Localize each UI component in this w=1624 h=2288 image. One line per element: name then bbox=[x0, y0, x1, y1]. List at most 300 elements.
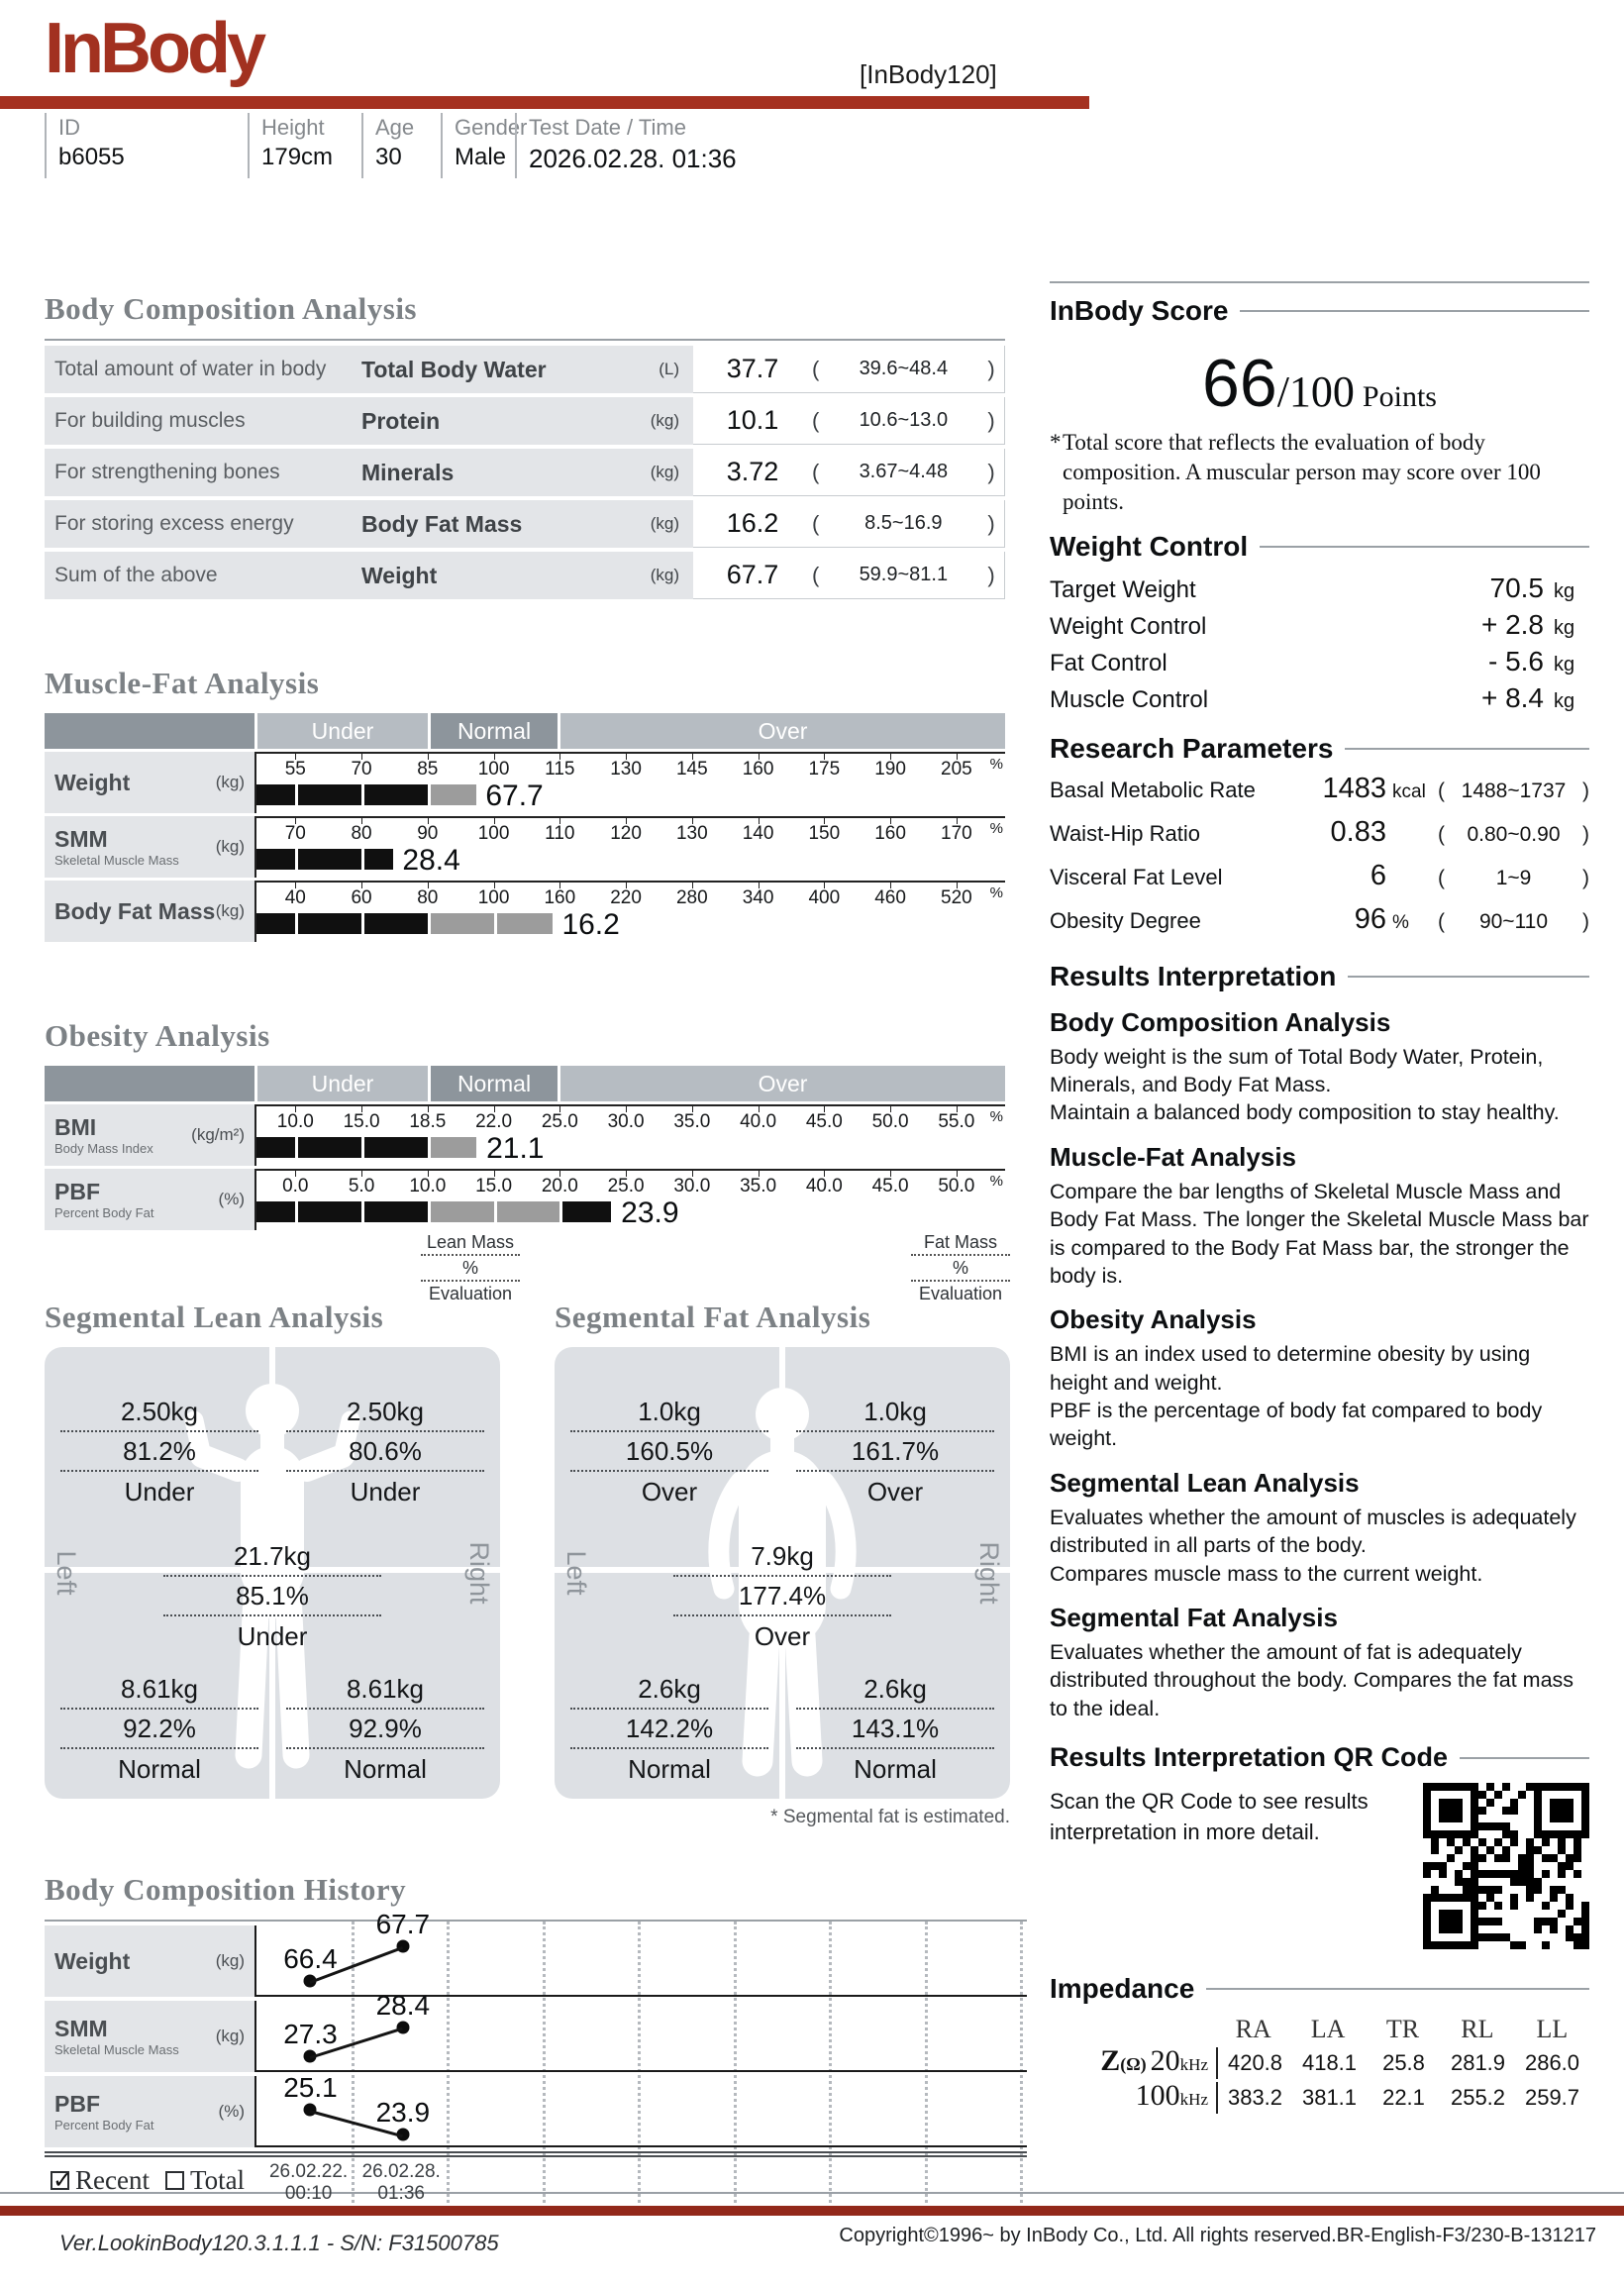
inbody-logo: InBody bbox=[45, 9, 262, 88]
bar-unit: (kg) bbox=[215, 837, 245, 856]
tick-label: 45.0 bbox=[805, 1111, 843, 1132]
tick-label: 60 bbox=[351, 887, 372, 908]
impedance-value: 381.1 bbox=[1301, 2085, 1358, 2111]
bar-value: 23.9 bbox=[621, 1196, 679, 1229]
history-legend bbox=[45, 2157, 254, 2203]
info-field-age bbox=[361, 113, 441, 178]
impedance-column-header: RL bbox=[1461, 2015, 1494, 2044]
device-model-label: [InBody120] bbox=[860, 59, 997, 89]
tick-label: 400 bbox=[808, 887, 841, 908]
segment-mass: 2.6kg bbox=[570, 1674, 768, 1710]
impedance-value: 255.2 bbox=[1450, 2085, 1506, 2111]
impedance-row: 100kHz 383.2 381.1 22.1 255.2 259.7 bbox=[1050, 2079, 1589, 2114]
tick-label: 18.5 bbox=[409, 1111, 447, 1132]
segment-left-arm bbox=[570, 1397, 768, 1508]
bar-label: Weight bbox=[54, 769, 131, 795]
heading-inbody-score: InBody Score bbox=[1050, 295, 1589, 327]
info-field-id bbox=[45, 113, 248, 178]
segment-mass: 2.50kg bbox=[286, 1397, 484, 1432]
heading-qr-code: Results Interpretation QR Code bbox=[1050, 1742, 1589, 1773]
bar-segment bbox=[256, 1137, 295, 1158]
obesity-zone-header bbox=[45, 1066, 1005, 1101]
segment-mass: 2.6kg bbox=[796, 1674, 994, 1710]
bar-segment bbox=[256, 1201, 295, 1222]
segment-right-leg bbox=[286, 1674, 484, 1785]
section-title-segmental-lean: Segmental Lean Analysis bbox=[45, 1300, 384, 1334]
bar-segment bbox=[298, 784, 361, 805]
tick-label: 40.0 bbox=[740, 1111, 777, 1132]
bar-row bbox=[45, 752, 1005, 813]
info-field-test-date-time bbox=[515, 113, 1035, 178]
segment-percent: 92.9% bbox=[286, 1714, 484, 1749]
bar-label: BMI bbox=[54, 1114, 97, 1140]
segmental-fat-note: * Segmental fat is estimated. bbox=[770, 1807, 1010, 1827]
footer-version: Ver.LookinBody120.3.1.1.1 - S/N: F31500785 bbox=[59, 2231, 499, 2255]
impedance-value: 259.7 bbox=[1524, 2085, 1580, 2111]
bar-row bbox=[45, 1169, 1005, 1230]
segment-evaluation: Normal bbox=[344, 1754, 427, 1784]
section-title-obesity: Obesity Analysis bbox=[45, 1018, 270, 1053]
impedance-column-header: LA bbox=[1310, 2015, 1346, 2044]
interpretation-heading: Obesity Analysis bbox=[1050, 1304, 1257, 1335]
tick-label: 20.0 bbox=[541, 1176, 578, 1196]
row-normal-range: 10.6~13.0 bbox=[859, 409, 949, 431]
segment-mass: 7.9kg bbox=[673, 1541, 891, 1577]
segment-left-arm bbox=[60, 1397, 258, 1508]
tick-label: 50.0 bbox=[871, 1111, 909, 1132]
segment-evaluation: Under bbox=[237, 1621, 308, 1651]
qr-section bbox=[1050, 1783, 1589, 1949]
percent-sign: % bbox=[989, 820, 1003, 837]
interpretation-heading: Segmental Lean Analysis bbox=[1050, 1467, 1360, 1498]
row-normal-range: 8.5~16.9 bbox=[864, 512, 943, 534]
history-row-unit: (%) bbox=[218, 2102, 245, 2121]
row-unit: (kg) bbox=[650, 463, 679, 481]
data-point-value: 67.7 bbox=[375, 1909, 431, 1939]
heading-impedance: Impedance bbox=[1050, 1973, 1589, 2005]
bar-sublabel: Skeletal Muscle Mass bbox=[54, 853, 179, 868]
tick-label: 15.0 bbox=[475, 1176, 513, 1196]
segment-right-arm bbox=[796, 1397, 994, 1508]
segment-evaluation: Under bbox=[350, 1477, 421, 1507]
segment-percent: 143.1% bbox=[796, 1714, 994, 1749]
history-row bbox=[45, 1989, 1027, 2072]
table-row: For strengthening bones Minerals (kg) 3.72 ( 3.67~4.48 ) bbox=[45, 449, 1005, 496]
legend-line: Evaluation bbox=[428, 1284, 513, 1303]
segment-percent: 161.7% bbox=[796, 1436, 994, 1472]
tick-label: 130 bbox=[610, 759, 642, 780]
segment-evaluation: Over bbox=[754, 1621, 811, 1651]
segment-evaluation: Normal bbox=[854, 1754, 937, 1784]
bar-segment bbox=[431, 1137, 476, 1158]
info-value: Male bbox=[455, 144, 507, 170]
interpretation-paragraph: Evaluates whether the amount of muscles is adequately distributed in all parts of the body. bbox=[1050, 1505, 1576, 1558]
bar-label: Body Fat Mass bbox=[54, 897, 216, 924]
muscle-fat-bars bbox=[45, 749, 1005, 942]
bar-row bbox=[45, 816, 1005, 878]
bar-unit: (%) bbox=[218, 1190, 245, 1208]
segment-left-leg bbox=[60, 1674, 258, 1785]
zone-over: Over bbox=[560, 713, 1005, 749]
research-parameter-row: Waist-Hip Ratio 0.83 ( 0.80~0.90 ) bbox=[1050, 815, 1589, 848]
bar-segment bbox=[298, 1201, 361, 1222]
weight-control-row: Muscle Control + 8.4 kg bbox=[1050, 681, 1575, 713]
bar-value: 16.2 bbox=[561, 908, 620, 941]
research-parameter-rows bbox=[1050, 773, 1589, 947]
row-label: Body Fat Mass bbox=[361, 510, 523, 537]
history-row-unit: (kg) bbox=[215, 1951, 245, 1970]
info-value: 2026.02.28. 01:36 bbox=[529, 144, 737, 173]
zone-normal: Normal bbox=[431, 1066, 558, 1101]
impedance-row: Z(Ω) 20kHz 420.8 418.1 25.8 281.9 286.0 bbox=[1050, 2044, 1589, 2079]
bar-segment bbox=[562, 1201, 611, 1222]
interpretation-paragraph: Compare the bar lengths of Skeletal Muscle Mass and Body Fat Mass. The longer the Skeletal Muscle Mass bar is compared to the Body Fat Mass bar, the stronger the body is. bbox=[1050, 1179, 1589, 1288]
segmental-fat-panel bbox=[555, 1347, 1010, 1799]
tick-label: 460 bbox=[874, 887, 906, 908]
history-row-label: PBF bbox=[54, 2091, 100, 2117]
top-red-bar bbox=[0, 96, 1089, 109]
unchecked-checkbox-icon bbox=[165, 2171, 184, 2190]
legend-line: % bbox=[421, 1258, 520, 1282]
row-label: Weight bbox=[361, 562, 438, 588]
table-row: For building muscles Protein (kg) 10.1 ( 10.6~13.0 ) bbox=[45, 397, 1005, 445]
segment-evaluation: Over bbox=[866, 1477, 924, 1507]
impedance-column-header: RA bbox=[1235, 2015, 1271, 2044]
side-label-right: Right bbox=[464, 1541, 494, 1605]
tick-label: 205 bbox=[941, 759, 972, 780]
legend-line: Evaluation bbox=[918, 1284, 1003, 1303]
data-point-value: 25.1 bbox=[283, 2071, 338, 2103]
segment-trunk bbox=[163, 1541, 381, 1652]
tick-label: 340 bbox=[742, 887, 774, 908]
segment-percent: 92.2% bbox=[60, 1714, 258, 1749]
row-normal-range: 59.9~81.1 bbox=[859, 564, 949, 585]
bar-segment bbox=[298, 849, 361, 870]
bar-segment bbox=[364, 1201, 428, 1222]
tick-label: 25.0 bbox=[541, 1111, 578, 1132]
zone-normal: Normal bbox=[431, 713, 558, 749]
bar-segment bbox=[364, 849, 393, 870]
segment-percent: 85.1% bbox=[163, 1581, 381, 1616]
side-label-left: Left bbox=[51, 1550, 81, 1596]
tick-label: 30.0 bbox=[607, 1111, 645, 1132]
history-date: 26.02.22. 00:10 bbox=[268, 2161, 349, 2204]
bar-segment bbox=[298, 913, 361, 934]
interpretation-paragraph: Maintain a balanced body composition to stay healthy. bbox=[1050, 1100, 1560, 1125]
segment-evaluation: Normal bbox=[118, 1754, 201, 1784]
impedance-value: 286.0 bbox=[1524, 2050, 1580, 2076]
bar-segment bbox=[364, 1137, 428, 1158]
tick-label: 30.0 bbox=[673, 1176, 711, 1196]
score-note: * Total score that reflects the evaluation of body composition. A muscular person may score over 100 points. bbox=[1050, 430, 1541, 514]
fat-mass-legend bbox=[911, 1232, 1010, 1307]
tick-label: 85 bbox=[417, 759, 439, 780]
row-value: 3.72 bbox=[726, 457, 779, 486]
interpretation-heading: Muscle-Fat Analysis bbox=[1050, 1141, 1297, 1172]
results-interpretation-sections bbox=[1050, 1007, 1589, 1722]
tick-label: 160 bbox=[874, 823, 906, 844]
tick-label: 100 bbox=[477, 759, 510, 780]
score-denominator: /100 bbox=[1276, 367, 1355, 416]
tick-label: 50.0 bbox=[938, 1176, 975, 1196]
heading-weight-control: Weight Control bbox=[1050, 531, 1589, 563]
bar-segment bbox=[298, 1137, 361, 1158]
impedance-table bbox=[1050, 2015, 1589, 2114]
interpretation-paragraph: BMI is an index used to determine obesity by using height and weight. bbox=[1050, 1342, 1531, 1395]
row-unit: (kg) bbox=[650, 411, 679, 430]
percent-sign: % bbox=[989, 756, 1003, 773]
tick-label: 145 bbox=[675, 759, 708, 780]
tick-label: 160 bbox=[544, 887, 576, 908]
data-point-value: 28.4 bbox=[375, 1989, 431, 2021]
interpretation-paragraph: Evaluates whether the amount of fat is adequately distributed throughout the body. Compares the fat mass to the ideal. bbox=[1050, 1639, 1574, 1720]
tick-label: 15.0 bbox=[343, 1111, 380, 1132]
tick-label: 110 bbox=[545, 823, 575, 844]
segment-right-leg bbox=[796, 1674, 994, 1785]
tick-label: 70 bbox=[351, 759, 372, 780]
section-title-segmental-fat: Segmental Fat Analysis bbox=[555, 1300, 871, 1334]
segment-percent: 160.5% bbox=[570, 1436, 768, 1472]
tick-label: 80 bbox=[417, 887, 439, 908]
history-date: 26.02.28. 01:36 bbox=[361, 2161, 441, 2204]
tick-label: 140 bbox=[742, 823, 774, 844]
row-unit: (kg) bbox=[650, 514, 679, 533]
research-parameter-row: Obesity Degree 96 % ( 90~110 ) bbox=[1050, 902, 1589, 935]
score-points-label: Points bbox=[1362, 380, 1437, 413]
table-row: Total amount of water in body Total Body Water (L) 37.7 ( 39.6~48.4 ) bbox=[45, 346, 1005, 393]
side-label-right: Right bbox=[974, 1541, 1004, 1605]
interpretation-paragraph: Body weight is the sum of Total Body Water, Protein, Minerals, and Body Fat Mass. bbox=[1050, 1044, 1544, 1097]
muscle-fat-zone-header bbox=[45, 713, 1005, 749]
footer-copyright: Copyright©1996~ by InBody Co., Ltd. All rights reserved.BR-English-F3/230-B-131217 bbox=[839, 2225, 1596, 2246]
bar-row bbox=[45, 881, 1005, 942]
info-label: Gender bbox=[455, 115, 528, 140]
segment-percent: 142.2% bbox=[570, 1714, 768, 1749]
tick-label: 90 bbox=[417, 823, 439, 844]
bar-segment bbox=[256, 784, 295, 805]
research-parameter-row: Basal Metabolic Rate 1483 kcal ( 1488~1737 ) bbox=[1050, 772, 1589, 804]
tick-label: 25.0 bbox=[607, 1176, 645, 1196]
bar-segment bbox=[497, 913, 553, 934]
bar-value: 21.1 bbox=[486, 1132, 545, 1165]
segment-mass: 21.7kg bbox=[163, 1541, 381, 1577]
row-unit: (L) bbox=[659, 360, 679, 378]
bar-segment bbox=[256, 913, 295, 934]
tick-label: 190 bbox=[874, 759, 906, 780]
info-value: 30 bbox=[375, 144, 402, 170]
legend-line: Lean Mass bbox=[421, 1232, 520, 1256]
info-value: b6055 bbox=[58, 144, 125, 170]
tick-label: 0.0 bbox=[282, 1176, 309, 1196]
history-row-label: Weight bbox=[54, 1947, 131, 1974]
tick-label: 130 bbox=[675, 823, 708, 844]
tick-label: 150 bbox=[808, 823, 841, 844]
bar-row bbox=[45, 1104, 1005, 1166]
data-point-value: 66.4 bbox=[283, 1943, 338, 1974]
bar-value: 67.7 bbox=[485, 780, 544, 812]
tick-label: 280 bbox=[675, 887, 708, 908]
bar-segment bbox=[364, 784, 428, 805]
segment-mass: 1.0kg bbox=[570, 1397, 768, 1432]
impedance-value: 281.9 bbox=[1450, 2050, 1506, 2076]
row-normal-range: 39.6~48.4 bbox=[859, 358, 949, 379]
section-title-muscle-fat: Muscle-Fat Analysis bbox=[45, 666, 320, 700]
segment-mass: 2.50kg bbox=[60, 1397, 258, 1432]
segment-mass: 1.0kg bbox=[796, 1397, 994, 1432]
interpretation-heading: Segmental Fat Analysis bbox=[1050, 1602, 1338, 1632]
tick-label: 100 bbox=[477, 887, 510, 908]
legend-line: Fat Mass bbox=[911, 1232, 1010, 1256]
info-label: ID bbox=[58, 115, 80, 140]
history-row bbox=[45, 1909, 1027, 1997]
table-row: For storing excess energy Body Fat Mass (kg) 16.2 ( 8.5~16.9 ) bbox=[45, 500, 1005, 548]
history-chart bbox=[45, 1909, 1027, 2204]
tick-label: 10.0 bbox=[409, 1176, 447, 1196]
bar-segment bbox=[256, 849, 295, 870]
history-row-unit: (kg) bbox=[215, 2027, 245, 2045]
bar-unit: (kg) bbox=[215, 901, 245, 920]
impedance-value: 25.8 bbox=[1382, 2050, 1425, 2076]
tick-label: 175 bbox=[808, 759, 841, 780]
row-label: Total Body Water bbox=[361, 356, 547, 382]
tick-label: 40 bbox=[284, 887, 306, 908]
percent-sign: % bbox=[989, 1173, 1003, 1190]
history-row-sublabel: Percent Body Fat bbox=[54, 2118, 154, 2132]
info-label: Test Date / Time bbox=[529, 115, 686, 140]
info-field-gender bbox=[441, 113, 528, 178]
bar-unit: (kg) bbox=[215, 773, 245, 791]
segment-percent: 177.4% bbox=[673, 1581, 891, 1616]
bar-segment bbox=[431, 913, 494, 934]
impedance-column-header: TR bbox=[1385, 2015, 1420, 2044]
bar-unit: (kg/m²) bbox=[191, 1125, 245, 1144]
bottom-red-bar bbox=[0, 2206, 1624, 2216]
zone-over: Over bbox=[560, 1066, 1005, 1101]
obesity-bars bbox=[45, 1101, 1005, 1230]
row-description: Sum of the above bbox=[54, 564, 218, 586]
weight-control-row: Fat Control - 5.6 kg bbox=[1050, 645, 1575, 676]
legend-item-recent: ✓ Recent bbox=[51, 2165, 150, 2196]
data-point-value: 23.9 bbox=[375, 2096, 431, 2128]
right-column bbox=[1050, 281, 1589, 2114]
info-label: Age bbox=[375, 115, 415, 140]
patient-info-row bbox=[45, 113, 1035, 178]
tick-label: 55 bbox=[284, 759, 306, 780]
row-description: For building muscles bbox=[54, 409, 246, 432]
row-description: Total amount of water in body bbox=[54, 358, 327, 380]
bar-segment bbox=[364, 913, 428, 934]
tick-label: 115 bbox=[545, 759, 575, 780]
tick-label: 120 bbox=[610, 823, 642, 844]
tick-label: 520 bbox=[941, 887, 972, 908]
zone-under: Under bbox=[257, 713, 428, 749]
section-title-body-composition: Body Composition Analysis bbox=[45, 291, 417, 326]
info-value: 179cm bbox=[261, 144, 334, 170]
segment-trunk bbox=[673, 1541, 891, 1652]
qr-code-image bbox=[1423, 1783, 1589, 1949]
tick-label: 40.0 bbox=[805, 1176, 843, 1196]
segment-percent: 80.6% bbox=[286, 1436, 484, 1472]
segment-right-arm bbox=[286, 1397, 484, 1508]
tick-label: 35.0 bbox=[673, 1111, 711, 1132]
info-label: Height bbox=[261, 115, 325, 140]
row-value: 16.2 bbox=[726, 508, 779, 538]
bar-sublabel: Body Mass Index bbox=[54, 1141, 153, 1156]
history-row bbox=[45, 2071, 1027, 2147]
research-parameter-row: Visceral Fat Level 6 ( 1~9 ) bbox=[1050, 859, 1589, 891]
legend-item-total: Total bbox=[165, 2165, 245, 2196]
segment-percent: 81.2% bbox=[60, 1436, 258, 1472]
segmental-lean-panel bbox=[45, 1347, 500, 1799]
tick-label: 70 bbox=[284, 823, 306, 844]
heading-results-interpretation: Results Interpretation bbox=[1050, 961, 1589, 992]
segment-evaluation: Over bbox=[641, 1477, 698, 1507]
row-value: 10.1 bbox=[726, 405, 779, 435]
bar-label: SMM bbox=[54, 826, 108, 852]
percent-sign: % bbox=[989, 884, 1003, 901]
tick-label: 35.0 bbox=[740, 1176, 777, 1196]
row-label: Minerals bbox=[361, 459, 455, 485]
qr-instruction-text: Scan the QR Code to see results interpretation in more detail. bbox=[1050, 1789, 1369, 1844]
data-point-value: 27.3 bbox=[283, 2019, 338, 2049]
weight-control-row: Target Weight 70.5 kg bbox=[1050, 572, 1575, 603]
bar-segment bbox=[497, 1201, 560, 1222]
info-field-height bbox=[248, 113, 361, 178]
bar-segment bbox=[431, 1201, 494, 1222]
row-description: For storing excess energy bbox=[54, 512, 294, 535]
row-description: For strengthening bones bbox=[54, 461, 280, 483]
side-label-left: Left bbox=[561, 1550, 591, 1596]
tick-label: 80 bbox=[351, 823, 372, 844]
impedance-value: 418.1 bbox=[1301, 2050, 1358, 2076]
section-title-history: Body Composition History bbox=[45, 1872, 407, 1907]
segment-left-leg bbox=[570, 1674, 768, 1785]
weight-control-rows bbox=[1050, 572, 1589, 719]
zone-under: Under bbox=[257, 1066, 428, 1101]
tick-label: 170 bbox=[941, 823, 972, 844]
segment-evaluation: Under bbox=[124, 1477, 195, 1507]
legend-line: % bbox=[911, 1258, 1010, 1282]
weight-control-row: Weight Control + 2.8 kg bbox=[1050, 608, 1575, 640]
checked-checkbox-icon bbox=[51, 2171, 69, 2190]
bar-label: PBF bbox=[54, 1179, 100, 1204]
interpretation-paragraph: PBF is the percentage of body fat compared to body weight. bbox=[1050, 1399, 1543, 1451]
bar-segment bbox=[431, 784, 475, 805]
tick-label: 45.0 bbox=[871, 1176, 909, 1196]
score-number: 66 bbox=[1202, 346, 1277, 421]
interpretation-paragraph: Compares muscle mass to the current weight. bbox=[1050, 1561, 1483, 1586]
inbody-score-value bbox=[1050, 345, 1589, 422]
segment-evaluation: Normal bbox=[628, 1754, 711, 1784]
table-row: Sum of the above Weight (kg) 67.7 ( 59.9~81.1 ) bbox=[45, 552, 1005, 599]
impedance-column-header: LL bbox=[1536, 2015, 1569, 2044]
history-row-sublabel: Skeletal Muscle Mass bbox=[54, 2042, 179, 2057]
impedance-value: 383.2 bbox=[1227, 2085, 1283, 2111]
tick-label: 5.0 bbox=[348, 1176, 375, 1196]
impedance-value: 22.1 bbox=[1382, 2085, 1425, 2111]
tick-label: 22.0 bbox=[475, 1111, 513, 1132]
row-label: Protein bbox=[361, 407, 441, 434]
percent-sign: % bbox=[989, 1108, 1003, 1125]
segment-mass: 8.61kg bbox=[286, 1674, 484, 1710]
tick-label: 100 bbox=[477, 823, 510, 844]
history-row-label: SMM bbox=[54, 2016, 108, 2041]
row-unit: (kg) bbox=[650, 566, 679, 584]
row-value: 37.7 bbox=[726, 354, 779, 383]
tick-label: 220 bbox=[610, 887, 642, 908]
row-normal-range: 3.67~4.48 bbox=[859, 461, 949, 482]
bar-value: 28.4 bbox=[402, 844, 460, 877]
